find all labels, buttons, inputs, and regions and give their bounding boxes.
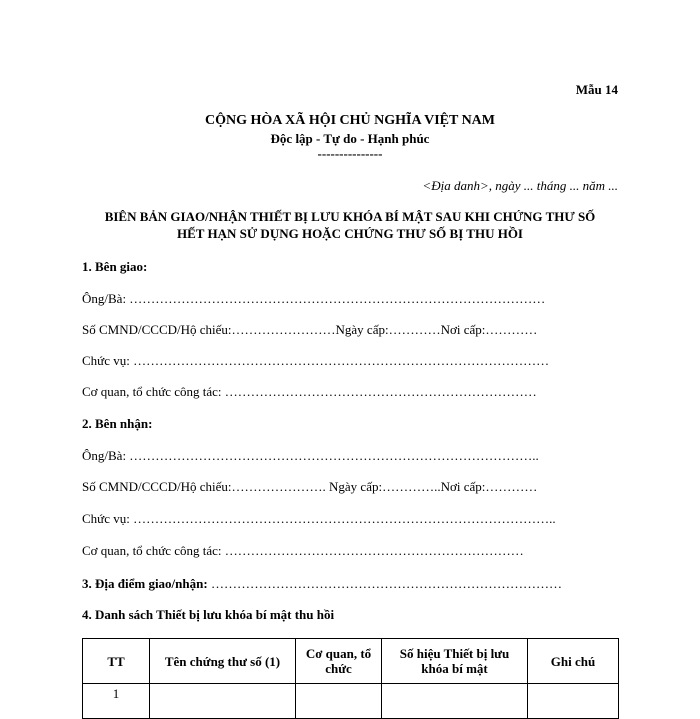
document-title-line1: BIÊN BẢN GIAO/NHẬN THIẾT BỊ LƯU KHÓA BÍ MẬT SAU KHI CHỨNG THƯ SỐ <box>104 209 596 224</box>
national-motto: Độc lập - Tự do - Hạnh phúc <box>270 131 430 146</box>
form-number: Mẫu 14 <box>575 82 618 97</box>
device-list-heading: 4. Danh sách Thiết bị lưu khóa bí mật thu hồi <box>82 607 335 622</box>
table-row <box>83 684 619 719</box>
handover-name-field: Ông/Bà: …………………………………………………………………………………… <box>82 291 546 306</box>
table-header-row <box>83 639 619 684</box>
country-name: CỘNG HÒA XÃ HỘI CHỦ NGHĨA VIỆT NAM <box>204 113 495 128</box>
table-cell-device-serial <box>382 684 528 719</box>
location-field <box>82 576 562 592</box>
column-header-notes: Ghi chú <box>528 639 619 684</box>
receiver-position-field: Chức vụ: …………………………………………………………………………………….. <box>82 511 556 526</box>
section-handover-heading: 1. Bên giao: <box>82 259 148 274</box>
handover-organization-field: Cơ quan, tổ chức công tác: ……………………………………………………………… <box>82 384 537 399</box>
table-cell-notes <box>528 684 619 719</box>
receiver-organization-field: Cơ quan, tổ chức công tác: …………………………………………………………… <box>82 543 524 558</box>
section-receiver-heading: 2. Bên nhận: <box>82 416 153 431</box>
location-dots: ……………………………………………………………………… <box>207 576 562 591</box>
column-header-organization: Cơ quan, tổ chức <box>296 639 382 684</box>
handover-position-field: Chức vụ: …………………………………………………………………………………… <box>82 353 550 368</box>
table-cell-tt: 1 <box>83 684 150 719</box>
location-heading: 3. Địa điểm giao/nhận: <box>82 576 208 591</box>
receiver-id-field: Số CMND/CCCD/Hộ chiếu:…………………. Ngày cấp:…………..Nơi cấp:………… <box>82 479 538 494</box>
table-cell-organization <box>296 684 382 719</box>
table-cell-certificate-name <box>150 684 296 719</box>
place-date-line: <Địa danh>, ngày ... tháng ... năm ... <box>422 178 618 193</box>
column-header-device-serial: Số hiệu Thiết bị lưu khóa bí mật <box>382 639 528 684</box>
receiver-name-field: Ông/Bà: ………………………………………………………………………………….. <box>82 448 539 463</box>
device-list-table <box>82 638 619 719</box>
column-header-certificate-name: Tên chứng thư số (1) <box>150 639 296 684</box>
document-title-line2: HẾT HẠN SỬ DỤNG HOẶC CHỨNG THƯ SỐ BỊ THU HỒI <box>177 226 523 241</box>
handover-id-field: Số CMND/CCCD/Hộ chiếu:……………………Ngày cấp:…………Nơi cấp:………… <box>82 322 538 337</box>
column-header-tt: TT <box>83 639 150 684</box>
header-separator: --------------- <box>317 146 383 161</box>
